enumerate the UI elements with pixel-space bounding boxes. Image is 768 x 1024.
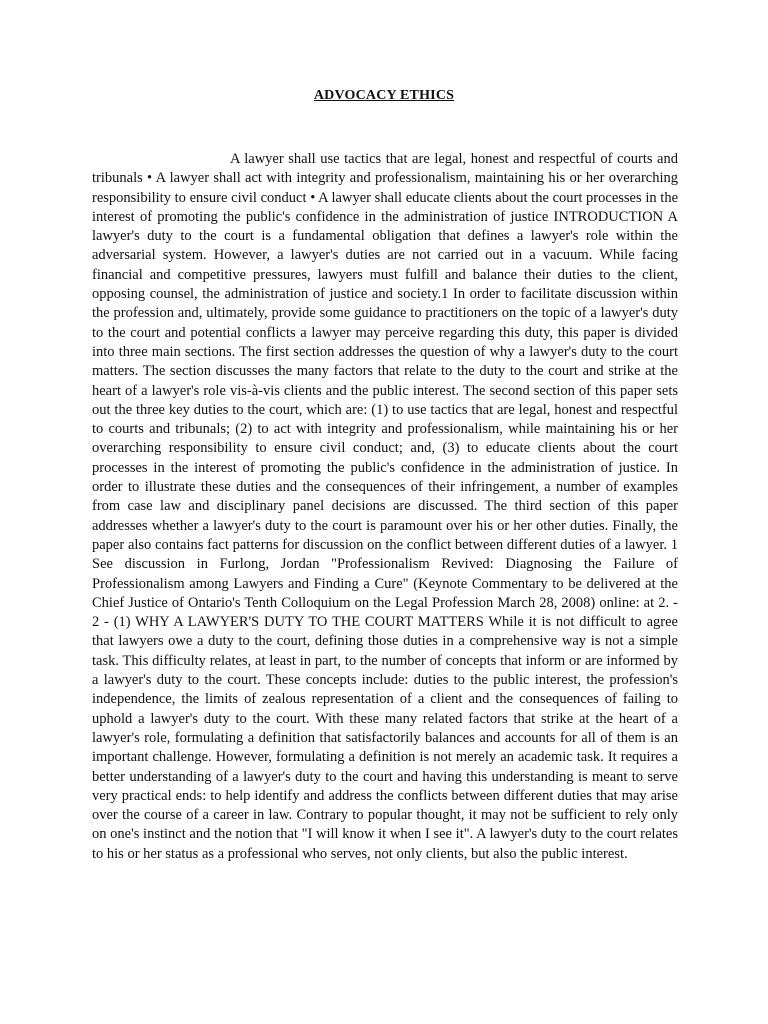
document-body-paragraph: A lawyer shall use tactics that are legal, honest and respectful of courts and tribunals • A lawyer shall act with integrity and professionalism, maintaining his or her overarching responsibility to ensure civil conduct • A lawyer shall educate clients about the court processes in the interest of promoting the public's confidence in the administration of justice INTRODUCTION A lawyer's duty to the court is a fundamental obligation that defines a lawyer's role within the adversarial system. However, a lawyer's duties are not carried out in a vacuum. While facing financial and competitive pressures, lawyers must fulfill and balance their duties to the client, opposing counsel, the administration of justice and society.1 In order to facilitate discussion within the profession and, ultimately, provide some guidance to practitioners on the topic of a lawyer's duty to the court and potential conflicts a lawyer may perceive regarding this duty, this paper is divided into three main sections. The first section addresses the question of why a lawyer's duty to the court matters. The section discusses the many factors that relate to the duty to the court and strike at the heart of a lawyer's role vis-à-vis clients and the public interest. The second section of this paper sets out the three key duties to the court, which are: (1) to use tactics that are legal, honest and respectful to courts and tribunals; (2) to act with integrity and professionalism, while maintaining his or her overarching responsibility to ensure civil conduct; and, (3) to educate clients about the court processes in the interest of promoting the public's confidence in the administration of justice. In order to illustrate these duties and the consequences of their infringement, a number of examples from case law and disciplinary panel decisions are discussed. The third section of this paper addresses whether a lawyer's duty to the court is paramount over his or her other duties. Finally, the paper also contains fact patterns for discussion on the conflict between different duties of a lawyer. 1 See discussion in Furlong, Jordan "Professionalism Revived: Diagnosing the Failure of Professionalism among Lawyers and Finding a Cure" (Keynote Commentary to be delivered at the Chief Justice of Ontario's Tenth Colloquium on the Legal Profession March 28, 2008) online: at 2. - 2 - (1) WHY A LAWYER'S DUTY TO THE COURT MATTERS While it is not difficult to agree that lawyers owe a duty to the court, defining those duties in a comprehensive way is not a simple task. This difficulty relates, at least in part, to the number of concepts that inform or are informed by a lawyer's duty to the court. These concepts include: duties to the public interest, the profession's independence, the limits of zealous representation of a client and the consequences of failing to uphold a lawyer's duty to the court. With these many related factors that strike at the heart of a lawyer's role, formulating a definition that satisfactorily balances and accounts for all of them is an important challenge. However, formulating a definition is not merely an academic task. It requires a better understanding of a lawyer's duty to the court and having this understanding is meant to serve very practical ends: to help identify and address the conflicts between different duties that may arise over the course of a career in law. Contrary to popular thought, it may not be sufficient to rely only on one's instinct and the notion that "I will know it when I see it". A lawyer's duty to the court relates to his or her status as a professional who serves, not only clients, but also the public interest. xyxy=(92,151,678,862)
document-title: ADVOCACY ETHICS xyxy=(313,88,455,103)
